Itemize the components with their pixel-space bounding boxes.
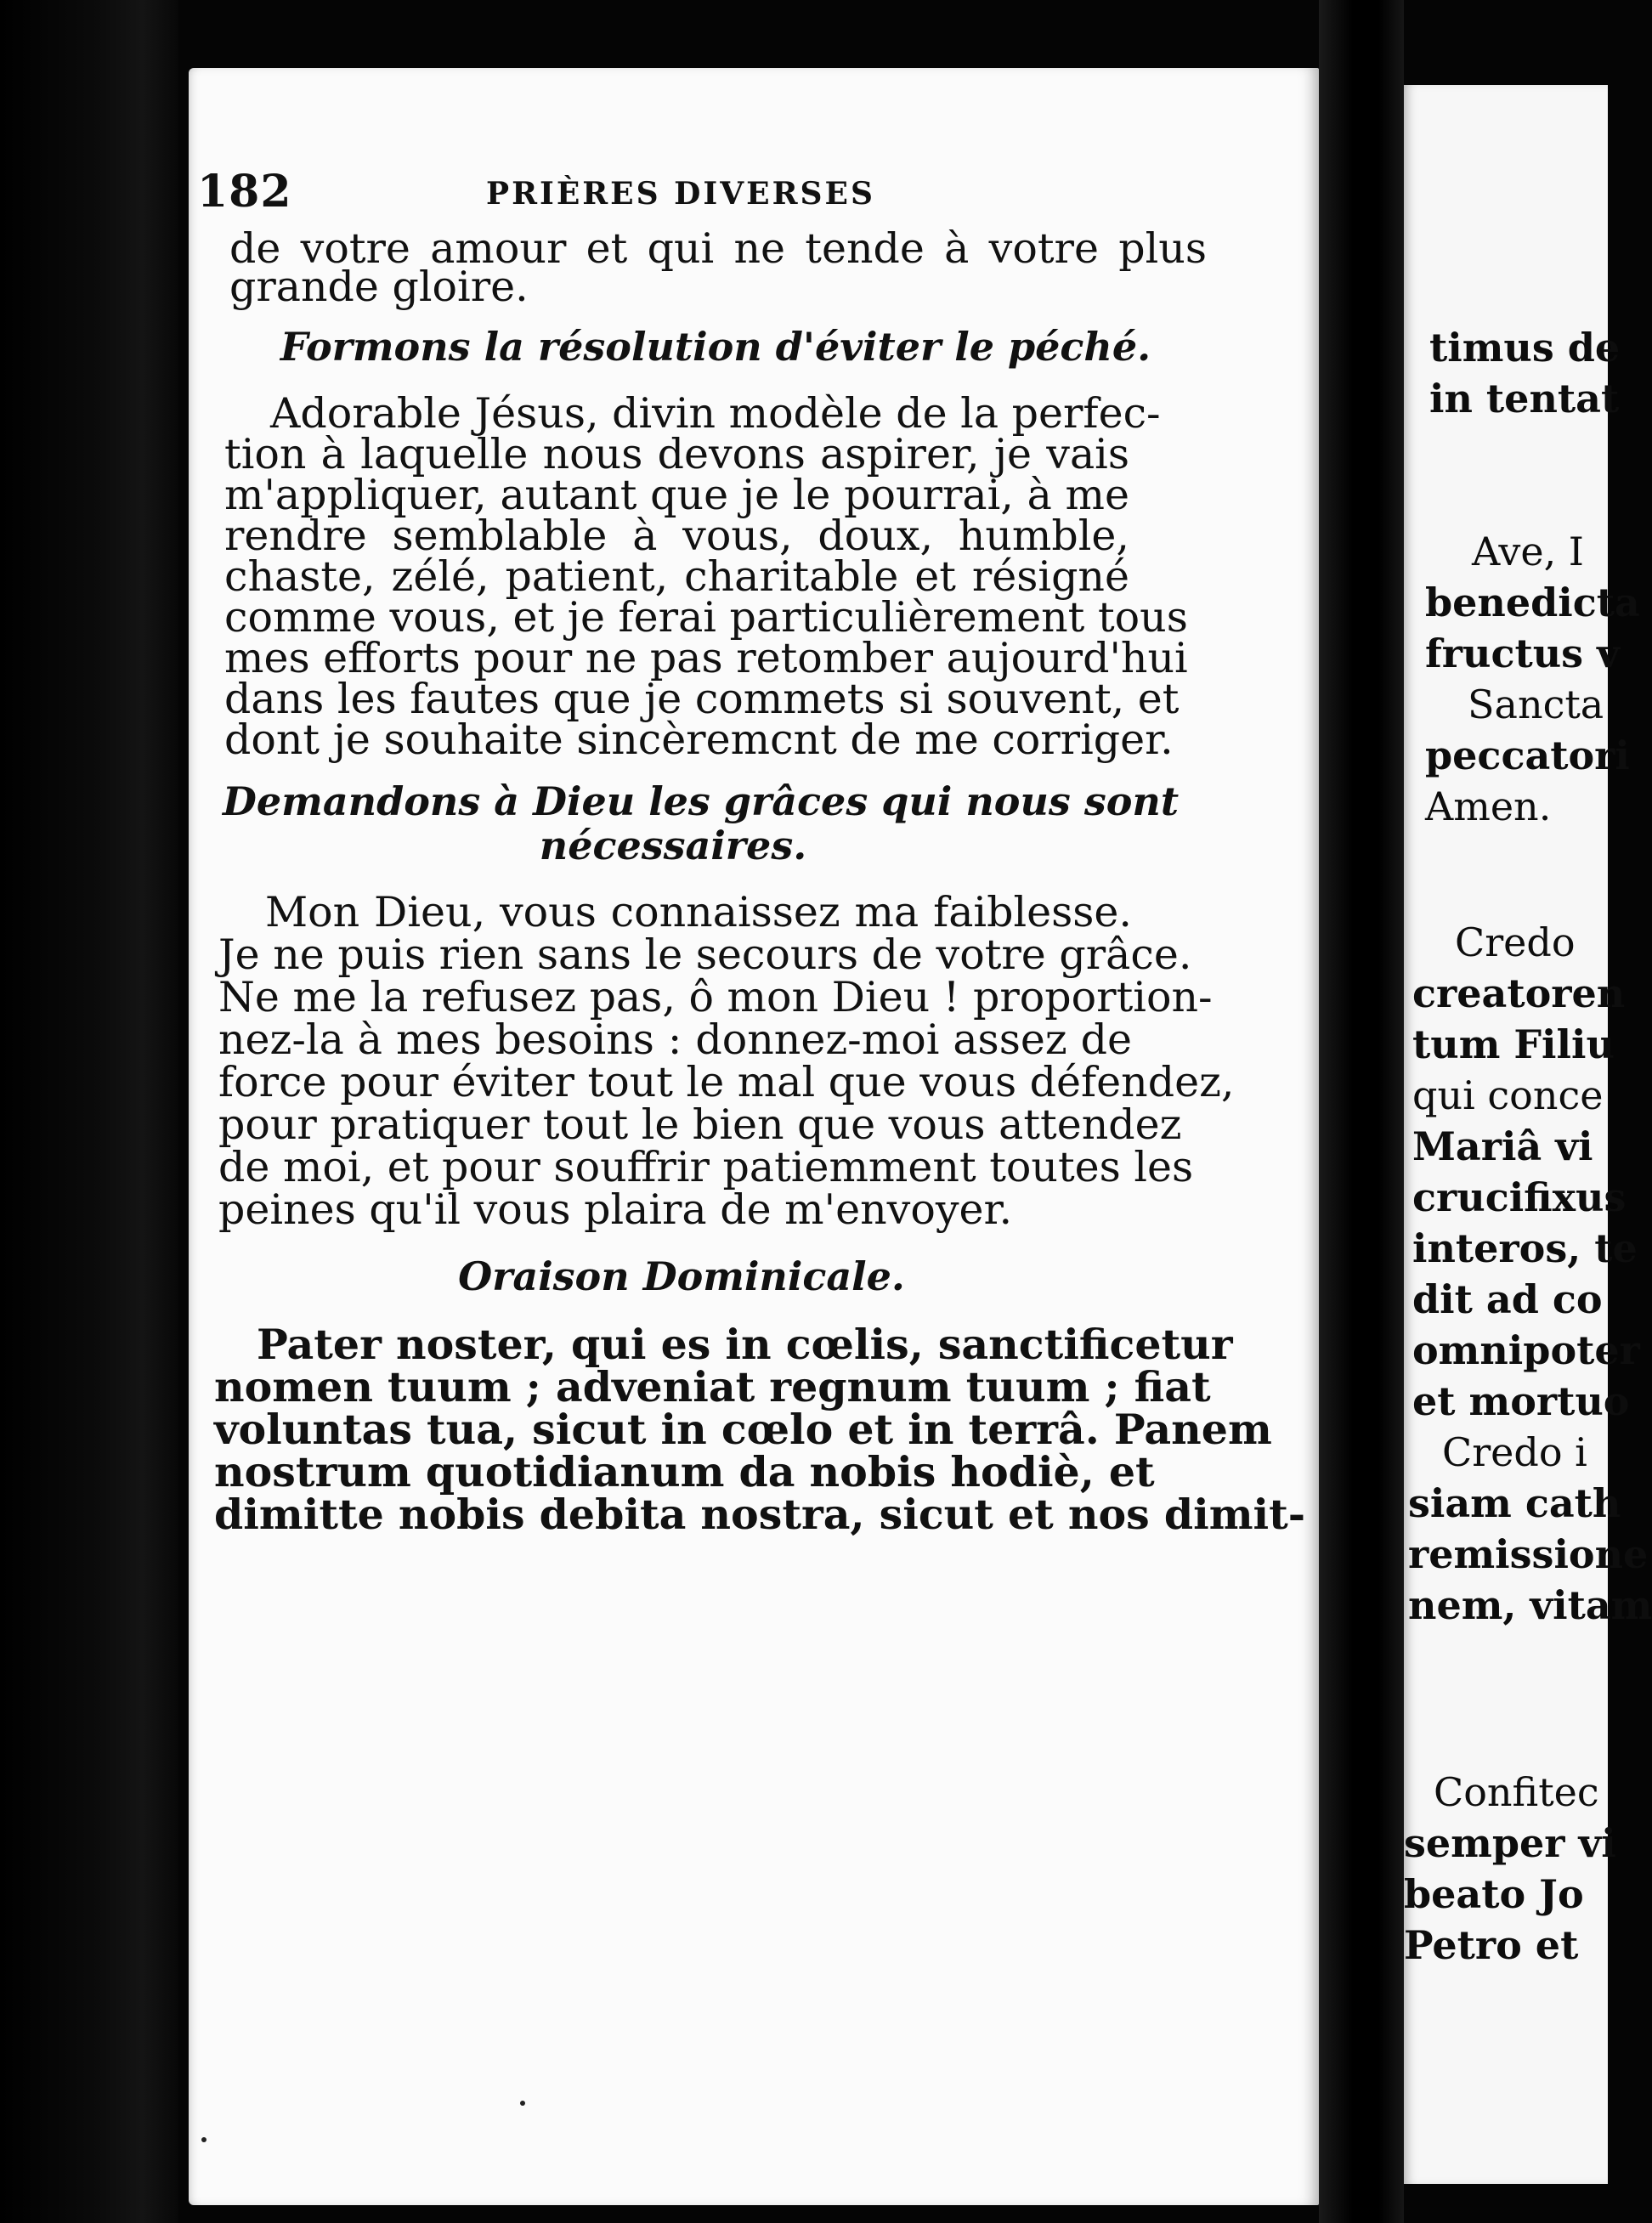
text-line: mes efforts pour ne pas retomber aujourd'hui	[224, 634, 1188, 682]
text-line: pour pratiquer tout le bien que vous attendez	[218, 1100, 1182, 1149]
text-line: Mon Dieu, vous connaissez ma faiblesse.	[265, 888, 1132, 936]
fragment-line: omnipoter	[1412, 1327, 1640, 1373]
fragment-line: benedicta	[1425, 580, 1640, 625]
page-header	[197, 166, 1047, 225]
text-line: m'appliquer, autant que je le pourrai, à me	[224, 471, 1129, 519]
text-line: de votre amour et qui ne tende à votre plus	[229, 224, 1207, 273]
text-line: rendre semblable à vous, doux, humble,	[224, 512, 1129, 560]
fragment-line: creatoren	[1412, 970, 1626, 1016]
book-gutter	[1319, 0, 1404, 2223]
fragment-line: Sancta	[1468, 682, 1604, 727]
fragment-line: beato Jo	[1404, 1871, 1584, 1917]
text-line: nostrum quotidianum da nobis hodiè, et	[214, 1447, 1155, 1496]
text-line: dimitte nobis debita nostra, sicut et nos dimit-	[214, 1490, 1306, 1539]
fragment-line: Credo	[1455, 919, 1576, 965]
text-line: Pater noster, qui es in cœlis, sanctificetur	[257, 1320, 1233, 1369]
text-line: voluntas tua, sicut in cœlo et in terrâ. Panem	[214, 1405, 1272, 1454]
fragment-line: interos, te	[1412, 1225, 1638, 1271]
text-line: nez-la à mes besoins : donnez-moi assez de	[218, 1015, 1132, 1064]
fragment-line: semper vi	[1404, 1820, 1616, 1866]
fragment-line: et mortuo	[1412, 1378, 1630, 1424]
fragment-line: qui conce	[1412, 1072, 1604, 1118]
print-speck	[201, 2137, 206, 2142]
section-heading: Formons la résolution d'éviter le péché.	[280, 324, 1151, 370]
fragment-line: crucifixus	[1412, 1174, 1627, 1220]
print-speck	[520, 2101, 525, 2106]
fragment-line: Mariâ vi	[1412, 1123, 1593, 1169]
fragment-line: Petro et	[1404, 1922, 1579, 1968]
text-line: Ne me la refusez pas, ô mon Dieu ! proportion-	[218, 973, 1213, 1021]
text-line: nomen tuum ; adveniat regnum tuum ; fiat	[214, 1362, 1211, 1411]
section-heading: Oraison Dominicale.	[458, 1253, 905, 1299]
text-line: force pour éviter tout le mal que vous défendez,	[218, 1058, 1235, 1106]
fragment-line: Credo i	[1442, 1429, 1587, 1475]
fragment-line: tum Filiu	[1412, 1021, 1615, 1067]
text-line: peines qu'il vous plaira de m'envoyer.	[218, 1185, 1013, 1234]
fragment-line: timus de	[1429, 325, 1621, 370]
fragment-line: Ave, I	[1472, 529, 1584, 574]
text-line: dont je souhaite sincèremcnt de me corriger.	[224, 716, 1174, 764]
fragment-line: peccatori	[1425, 733, 1630, 778]
section-heading: Demandons à Dieu les grâces qui nous sont	[223, 778, 1180, 824]
text-line: comme vous, et je ferai particulièrement tous	[224, 593, 1188, 642]
fragment-line: Confitec	[1434, 1769, 1599, 1815]
text-line: Je ne puis rien sans le secours de votre grâce.	[218, 930, 1192, 979]
scan-border-left	[0, 0, 178, 2223]
fragment-line: fructus v	[1425, 631, 1620, 676]
page-number: 182	[197, 166, 292, 218]
fragment-line: nem, vitam	[1408, 1582, 1652, 1628]
section-heading: nécessaires.	[539, 823, 807, 868]
fragment-line: Amen.	[1425, 783, 1552, 829]
fragment-line: remissione	[1408, 1531, 1649, 1577]
book-page-right-fragment	[1404, 85, 1652, 2184]
fragment-line: dit ad co	[1412, 1276, 1603, 1322]
running-head: PRIÈRES DIVERSES	[486, 176, 875, 212]
text-line: de moi, et pour souffrir patiemment toutes les	[218, 1143, 1194, 1191]
text-line: tion à laquelle nous devons aspirer, je vais	[224, 430, 1129, 478]
text-line: Adorable Jésus, divin modèle de la perfec-	[270, 389, 1161, 438]
text-line: dans les fautes que je commets si souvent, et	[224, 675, 1180, 723]
fragment-line: in tentat	[1429, 376, 1620, 421]
text-line: chaste, zélé, patient, charitable et résigné	[224, 552, 1129, 601]
fragment-line: siam cath	[1408, 1480, 1621, 1526]
book-page-left	[189, 68, 1319, 2205]
text-line: grande gloire.	[229, 263, 529, 311]
